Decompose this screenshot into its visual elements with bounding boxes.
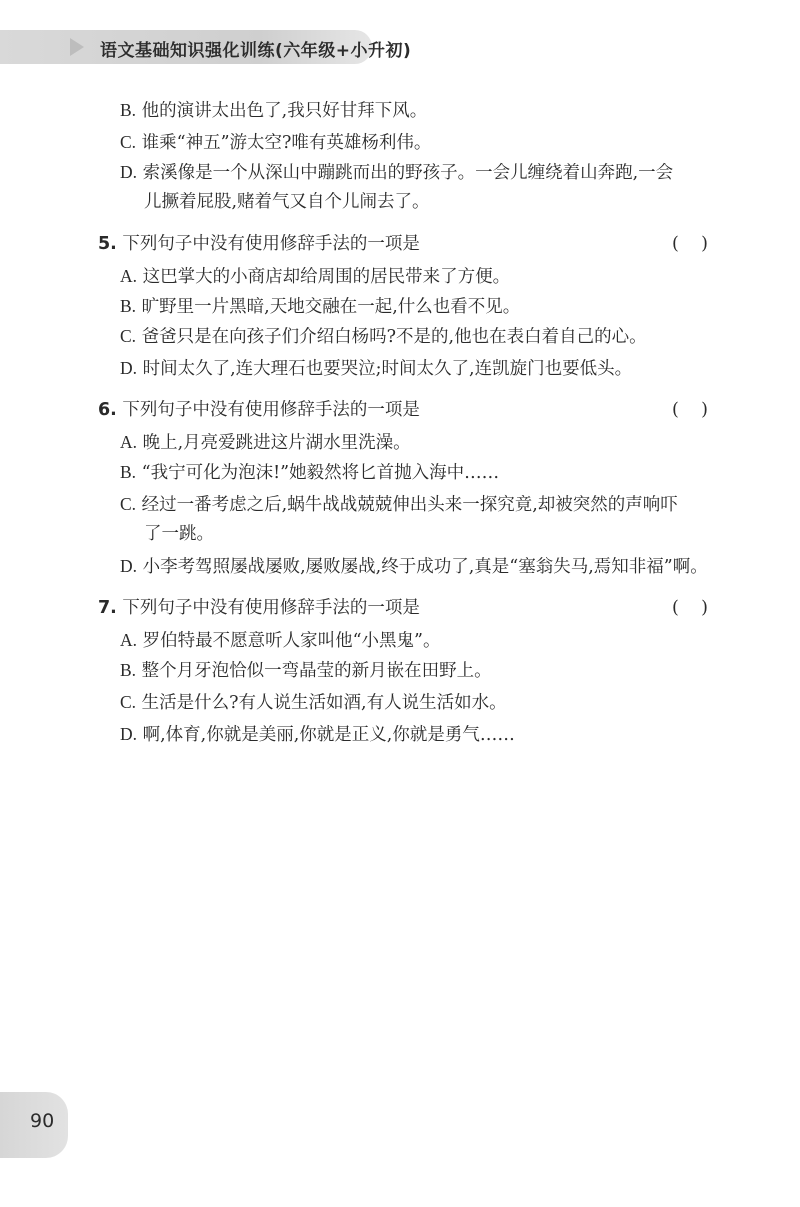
option-letter: C.	[120, 692, 137, 712]
option-letter: D.	[120, 358, 138, 378]
q4-option-d	[120, 160, 673, 185]
q5-option-d	[120, 356, 632, 381]
option-text: 晚上,月亮爱跳进这片湖水里洗澡。	[142, 433, 411, 453]
q4-option-d-continuation: 儿撅着屁股,赌着气又自个儿闹去了。	[144, 192, 430, 212]
q7-option-d	[120, 722, 515, 747]
q5-option-a	[120, 264, 510, 289]
option-text: 小李考驾照屡战屡败,屡败屡战,终于成功了,真是“塞翁失马,焉知非福”啊。	[142, 557, 708, 577]
q6-option-d	[120, 554, 708, 579]
q7-option-b	[120, 658, 492, 683]
header-arrow-icon	[70, 38, 84, 56]
option-letter: C.	[120, 494, 137, 514]
q5-answer-blank: ( )	[672, 234, 708, 254]
running-header-title: 语文基础知识强化训练(六年级+小升初)	[100, 41, 412, 61]
q7-stem	[98, 596, 420, 620]
q6-stem	[98, 398, 420, 422]
option-letter: B.	[120, 100, 137, 120]
question-stem: 下列句子中没有使用修辞手法的一项是	[122, 400, 420, 420]
q6-option-b	[120, 460, 499, 485]
option-text: 索溪像是一个从深山中蹦跳而出的野孩子。一会儿缠绕着山奔跑,一会	[142, 163, 674, 183]
question-number: 7.	[98, 598, 117, 618]
q5-stem	[98, 232, 420, 256]
option-letter: A.	[120, 630, 138, 650]
option-text: 整个月牙泡恰似一弯晶莹的新月嵌在田野上。	[141, 661, 492, 681]
option-letter: B.	[120, 296, 137, 316]
option-letter: B.	[120, 660, 137, 680]
option-text: 爸爸只是在向孩子们介绍白杨吗?不是的,他也在表白着自己的心。	[141, 327, 647, 347]
option-text: 罗伯特最不愿意听人家叫他“小黑鬼”。	[142, 631, 441, 651]
option-text: 这巴掌大的小商店却给周围的居民带来了方便。	[142, 267, 511, 287]
question-stem: 下列句子中没有使用修辞手法的一项是	[122, 234, 420, 254]
question-stem: 下列句子中没有使用修辞手法的一项是	[122, 598, 420, 618]
q4-option-c	[120, 130, 431, 155]
page-number: 90	[30, 1110, 55, 1132]
question-number: 6.	[98, 400, 117, 420]
q7-answer-blank: ( )	[672, 598, 708, 618]
option-letter: D.	[120, 556, 138, 576]
q5-option-b	[120, 294, 520, 319]
q7-option-a	[120, 628, 441, 653]
option-letter: B.	[120, 462, 137, 482]
option-letter: C.	[120, 326, 137, 346]
option-letter: A.	[120, 432, 138, 452]
q6-option-c-continuation: 了一跳。	[144, 524, 214, 544]
option-text: 旷野里一片黑暗,天地交融在一起,什么也看不见。	[141, 297, 521, 317]
q7-option-c	[120, 690, 507, 715]
option-text: “我宁可化为泡沫!”她毅然将匕首抛入海中……	[141, 463, 500, 483]
option-letter: A.	[120, 266, 138, 286]
question-number: 5.	[98, 234, 117, 254]
option-letter: D.	[120, 724, 138, 744]
option-text: 经过一番考虑之后,蜗牛战战兢兢伸出头来一探究竟,却被突然的声响吓	[141, 495, 678, 515]
q4-option-b	[120, 98, 427, 123]
option-text: 时间太久了,连大理石也要哭泣;时间太久了,连凯旋门也要低头。	[142, 359, 633, 379]
q6-option-c	[120, 492, 678, 517]
q6-answer-blank: ( )	[672, 400, 708, 420]
option-letter: D.	[120, 162, 138, 182]
q5-option-c	[120, 324, 647, 349]
option-text: 生活是什么?有人说生活如酒,有人说生活如水。	[141, 693, 507, 713]
option-text: 啊,体育,你就是美丽,你就是正义,你就是勇气……	[142, 725, 515, 745]
option-text: 他的演讲太出色了,我只好甘拜下风。	[141, 101, 428, 121]
option-text: 谁乘“神五”游太空?唯有英雄杨利伟。	[141, 133, 432, 153]
option-letter: C.	[120, 132, 137, 152]
q6-option-a	[120, 430, 411, 455]
